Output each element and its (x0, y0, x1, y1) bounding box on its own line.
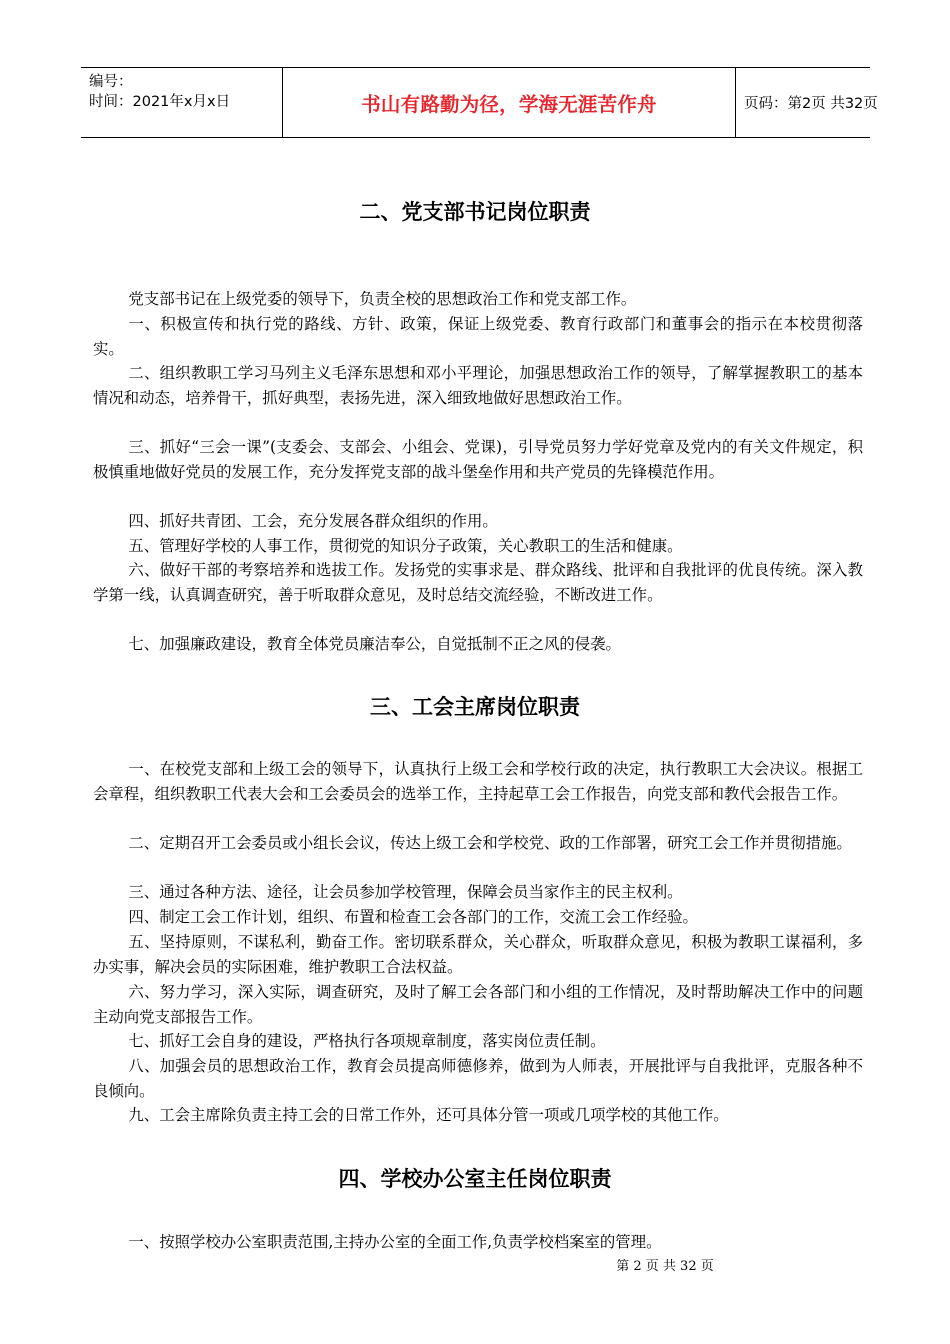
paragraph: 一、按照学校办公室职责范围,主持办公室的全面工作,负责学校档案室的管理。 (128, 1233, 662, 1251)
paragraph: 四、抓好共青团、工会，充分发展各群众组织的作用。 (128, 512, 498, 530)
motto: 书山有路勤为径，学海无涯苦作舟 (283, 68, 736, 137)
paragraph: 三、通过各种方法、途径，让会员参加学校管理，保障会员当家作主的民主权利。 (128, 883, 683, 901)
paragraph: 六、努力学习，深入实际，调查研究，及时了解工会各部门和小组的工作情况，及时帮助解决工作中的问题主动向党支部报告工作。 (93, 983, 863, 1026)
paragraph: 党支部书记在上级党委的领导下，负责全校的思想政治工作和党支部工作。 (128, 290, 637, 308)
paragraph: 四、制定工会工作计划，组织、布置和检查工会各部门的工作，交流工会工作经验。 (128, 908, 698, 926)
paragraph: 二、组织教职工学习马列主义毛泽东思想和邓小平理论，加强思想政治工作的领导，了解掌握教职工的基本情况和动态，培养骨干，抓好典型，表扬先进，深入细致地做好思想政治工作。 (93, 364, 863, 407)
section-title: 三、工会主席岗位职责 (370, 695, 580, 719)
paragraph: 五、坚持原则，不谋私利，勤奋工作。密切联系群众，关心群众，听取群众意见，积极为教职工谋福利，多办实事，解决会员的实际困难，维护教职工合法权益。 (93, 933, 863, 976)
paragraph: 九、工会主席除负责主持工会的日常工作外，还可具体分管一项或几项学校的其他工作。 (128, 1106, 729, 1124)
paragraph: 六、做好干部的考察培养和选拔工作。发扬党的实事求是、群众路线、批评和自我批评的优良传统。深入教学第一线，认真调查研究，善于听取群众意见，及时总结交流经验，不断改进工作。 (93, 561, 863, 604)
paragraph: 二、定期召开工会委员或小组长会议，传达上级工会和学校党、政的工作部署，研究工会工作并贯彻措施。 (128, 834, 852, 852)
paragraph: 三、抓好“三会一课”(支委会、支部会、小组会、党课)，引导党员努力学好党章及党内的有关文件规定，积极慎重地做好党员的发展工作，充分发挥党支部的战斗堡垒作用和共产党员的先锋模范作用。 (93, 438, 863, 481)
paragraph: 七、加强廉政建设，教育全体党员廉洁奉公，自觉抵制不正之风的侵袭。 (128, 635, 621, 653)
paragraph: 一、积极宣传和执行党的路线、方针、政策，保证上级党委、教育行政部门和董事会的指示在本校贯彻落实。 (93, 315, 863, 358)
section-title: 四、学校办公室主任岗位职责 (338, 1167, 612, 1191)
page-footer: 第 2 页 共 32 页 (616, 1259, 714, 1274)
date-label: 时间：2021年x月x日 (89, 94, 231, 110)
document-header (81, 67, 878, 138)
page-label: 页码：第2页 共32页 (744, 96, 878, 112)
header-meta-cell (81, 68, 283, 137)
paragraph: 八、加强会员的思想政治工作，教育会员提高师德修养，做到为人师表，开展批评与自我批评，克服各种不良倾向。 (93, 1057, 863, 1100)
paragraph: 七、抓好工会自身的建设，严格执行各项规章制度，落实岗位责任制。 (128, 1032, 606, 1050)
paragraph: 一、在校党支部和上级工会的领导下，认真执行上级工会和学校行政的决定，执行教职工大会决议。根据工会章程，组织教职工代表大会和工会委员会的选举工作，主持起草工会工作报告，向党支部和教代会报告工作。 (93, 760, 863, 803)
number-label: 编号： (89, 74, 133, 90)
section-title: 二、党支部书记岗位职责 (359, 200, 591, 224)
paragraph: 五、管理好学校的人事工作，贯彻党的知识分子政策，关心教职工的生活和健康。 (128, 537, 683, 555)
